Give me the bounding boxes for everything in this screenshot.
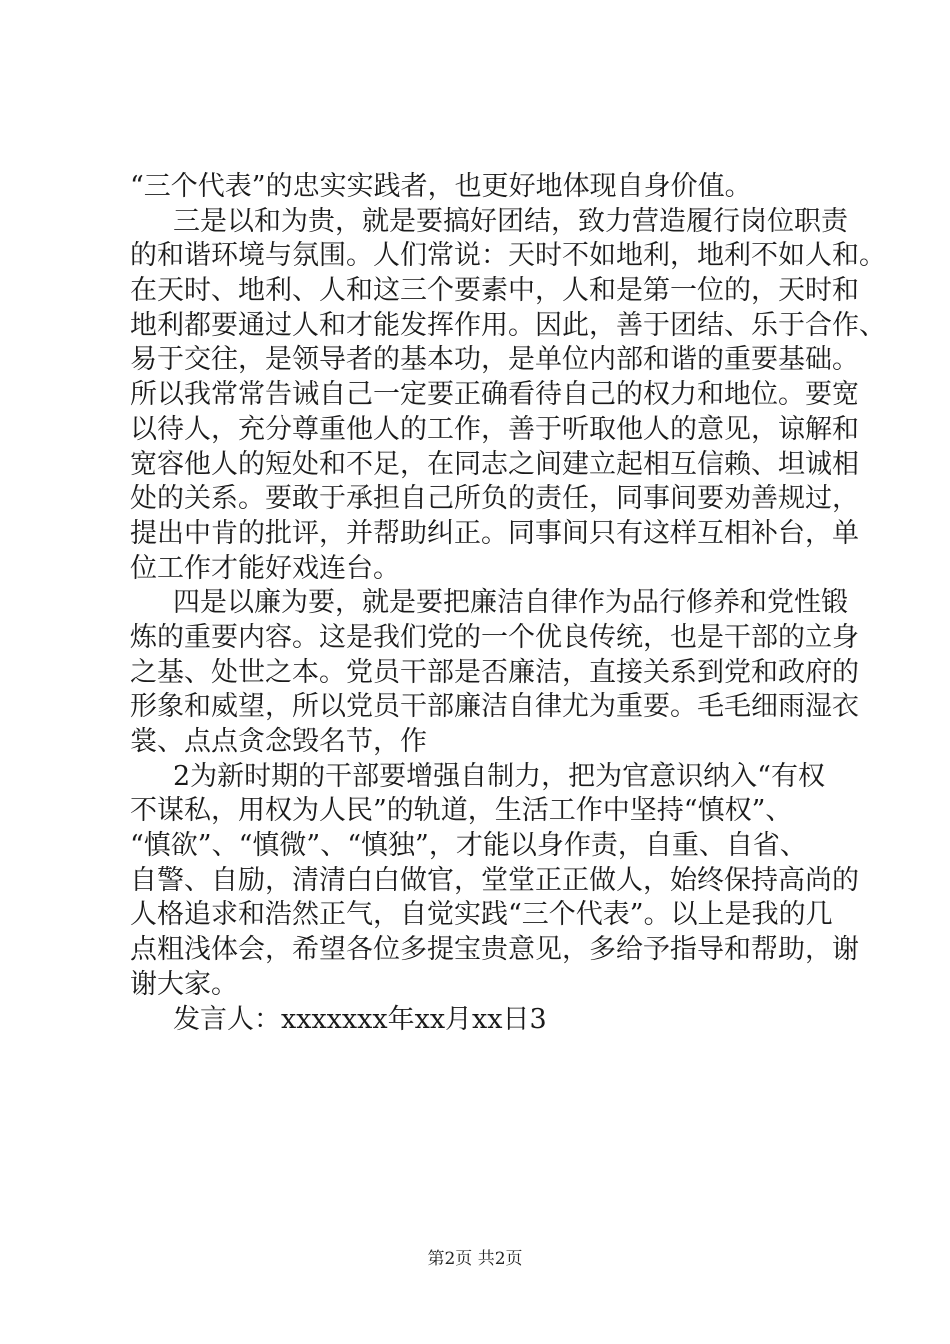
text-line: 易于交往，是领导者的基本功，是单位内部和谐的重要基础。 — [130, 344, 859, 376]
speaker-signature-line: 发言人：xxxxxxx年xx月xx日3 — [173, 1003, 547, 1035]
text-line: 不谋私，用权为人民”的轨道，生活工作中坚持“慎权”、 — [130, 795, 793, 827]
text-line: 形象和威望，所以党员干部廉洁自律尤为重要。毛毛细雨湿衣 — [130, 691, 859, 723]
text-line: 谢大家。 — [130, 968, 238, 1000]
text-line: 裳、点点贪念毁名节，作 — [130, 726, 427, 757]
text-line: 自警、自励，清清白白做官，堂堂正正做人，始终保持高尚的 — [130, 864, 859, 896]
text-line: 四是以廉为要，就是要把廉洁自律作为品行修养和党性锻 — [173, 587, 848, 619]
text-line: 宽容他人的短处和不足，在同志之间建立起相互信赖、坦诚相 — [130, 448, 859, 480]
text-line: 人格追求和浩然正气，自觉实践“三个代表”。以上是我的几 — [130, 899, 833, 931]
text-line: 在天时、地利、人和这三个要素中，人和是第一位的，天时和 — [130, 275, 859, 307]
text-line: 2为新时期的干部要增强自制力，把为官意识纳入“有权 — [173, 760, 825, 792]
text-line: 点粗浅体会，希望各位多提宝贵意见，多给予指导和帮助，谢 — [130, 934, 859, 966]
text-line: 三是以和为贵，就是要搞好团结，致力营造履行岗位职责 — [173, 205, 848, 237]
body-text — [130, 170, 886, 1037]
text-line: 位工作才能好戏连台。 — [130, 552, 400, 584]
text-line: 炼的重要内容。这是我们党的一个优良传统，也是干部的立身 — [130, 621, 859, 653]
text-line: 地利都要通过人和才能发挥作用。因此，善于团结、乐于合作、 — [130, 309, 886, 341]
text-line: 提出中肯的批评，并帮助纠正。同事间只有这样互相补台，单 — [130, 517, 859, 549]
text-line: “慎欲”、“慎微”、“慎独”，才能以身作责，自重、自省、 — [130, 830, 807, 862]
text-line: 处的关系。要敢于承担自己所负的责任，同事间要劝善规过， — [130, 483, 859, 515]
text-line: 的和谐环境与氛围。人们常说：天时不如地利，地利不如人和。 — [130, 240, 886, 272]
text-line: “三个代表”的忠实实践者，也更好地体现自身价值。 — [130, 171, 752, 202]
text-line: 之基、处世之本。党员干部是否廉洁，直接关系到党和政府的 — [130, 656, 859, 688]
page-number-footer: 第2页 共2页 — [427, 1249, 523, 1269]
text-line: 以待人，充分尊重他人的工作，善于听取他人的意见，谅解和 — [130, 413, 859, 445]
text-line: 所以我常常告诫自己一定要正确看待自己的权力和地位。要宽 — [130, 379, 859, 411]
